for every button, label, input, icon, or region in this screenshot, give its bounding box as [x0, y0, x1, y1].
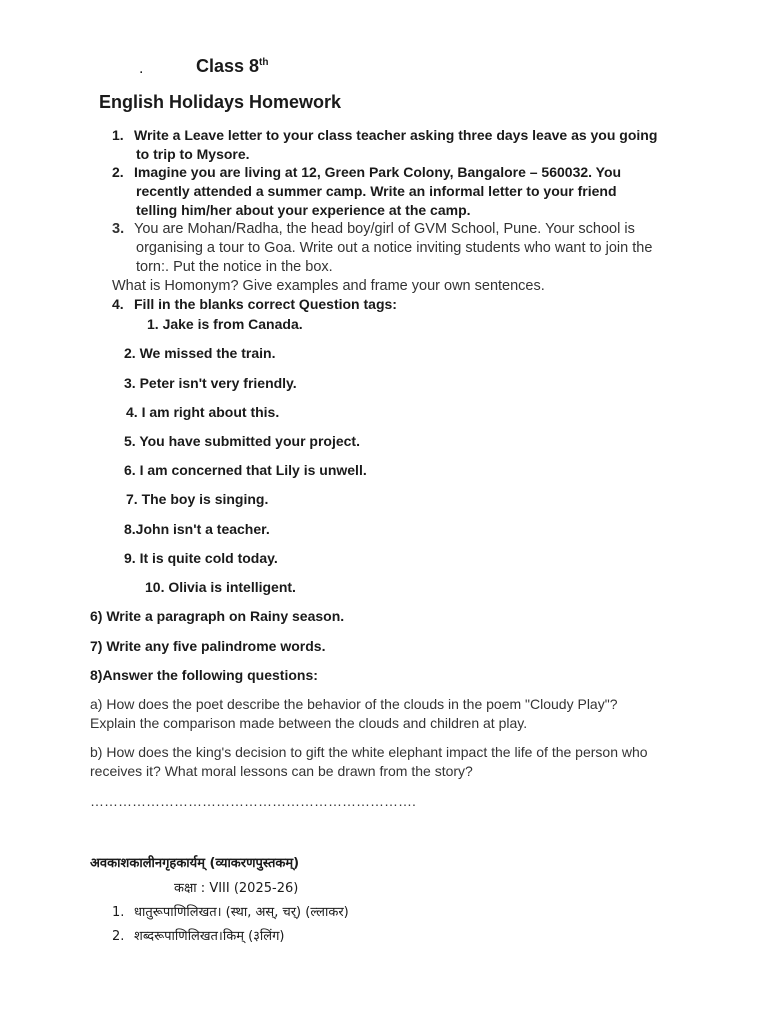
question-3: [112, 221, 635, 237]
question-3-number: 3.: [112, 221, 125, 237]
question-8a-line-1: a) How does the poet describe the behavior of the clouds in the poem "Cloudy Play"?: [90, 696, 618, 712]
sanskrit-item-1-text: धातुरूपाणिलिखत। (स्था, अस्, चर्) (ल्लाकर): [134, 905, 349, 920]
homonym-question: What is Homonym? Give examples and frame your own sentences.: [112, 278, 545, 294]
class-title-suffix: th: [259, 57, 269, 68]
question-4-title: Fill in the blanks correct Question tags:: [134, 296, 397, 312]
question-tag-item: 9. It is quite cold today.: [124, 550, 278, 566]
question-2-number: 2.: [112, 164, 124, 180]
question-tag-item: 3. Peter isn't very friendly.: [124, 375, 297, 391]
question-1: [112, 127, 657, 143]
question-3-line-1: You are Mohan/Radha, the head boy/girl of GVM School, Pune. Your school is: [134, 221, 635, 237]
question-tag-item: 4. I am right about this.: [126, 404, 280, 420]
question-2-line-1: Imagine you are living at 12, Green Park Colony, Bangalore – 560032. You: [134, 164, 622, 180]
question-2-line-2: recently attended a summer camp. Write an informal letter to your friend: [136, 183, 617, 199]
dotted-divider: …………………………………………………………….: [90, 793, 416, 809]
homework-title: English Holidays Homework: [99, 92, 342, 112]
question-8b-line-2: receives it? What moral lessons can be drawn from the story?: [90, 763, 473, 779]
question-tag-item: 7. The boy is singing.: [126, 491, 269, 507]
sanskrit-title: अवकाशकालीनगृहकार्यम् (व्याकरणपुस्तकम्): [90, 856, 300, 871]
sanskrit-item-2: [112, 926, 285, 944]
question-tag-item: 5. You have submitted your project.: [124, 433, 360, 449]
question-1-line-2: to trip to Mysore.: [136, 146, 250, 162]
question-8b-line-1: b) How does the king's decision to gift the white elephant impact the life of the person who: [90, 744, 648, 760]
question-8-title: 8)Answer the following questions:: [90, 667, 318, 683]
sanskrit-item-2-text: शब्दरूपाणिलिखत।किम् (३लिंग): [134, 929, 285, 944]
question-6: 6) Write a paragraph on Rainy season.: [90, 608, 345, 624]
question-tag-item: 8.John isn't a teacher.: [124, 521, 270, 537]
question-4-number: 4.: [112, 296, 124, 312]
question-7: 7) Write any five palindrome words.: [90, 638, 326, 654]
sanskrit-class-line: कक्षा : VIII (2025-26): [174, 881, 299, 896]
sanskrit-item-1: [112, 902, 349, 920]
question-tag-item: 10. Olivia is intelligent.: [145, 579, 296, 595]
question-3-line-2: organising a tour to Goa. Write out a notice inviting students who want to join the: [136, 240, 653, 256]
question-1-number: 1.: [112, 127, 124, 143]
question-1-line-1: Write a Leave letter to your class teacher asking three days leave as you going: [134, 127, 658, 143]
question-2-line-3: telling him/her about your experience at the camp.: [136, 202, 471, 218]
header-dot: .: [139, 60, 144, 77]
class-title-text: Class 8: [196, 56, 260, 76]
question-tag-item: 6. I am concerned that Lily is unwell.: [124, 462, 367, 478]
sanskrit-item-1-number: 1.: [112, 905, 125, 920]
sanskrit-item-2-number: 2.: [112, 929, 125, 944]
question-tag-item: 1. Jake is from Canada.: [147, 316, 303, 332]
question-4: [112, 296, 397, 312]
question-2: [112, 164, 621, 180]
question-tag-item: 2. We missed the train.: [124, 345, 276, 361]
question-3-line-3: torn:. Put the notice in the box.: [136, 259, 333, 275]
class-title: [196, 56, 269, 77]
question-8a-line-2: Explain the comparison made between the clouds and children at play.: [90, 715, 528, 731]
